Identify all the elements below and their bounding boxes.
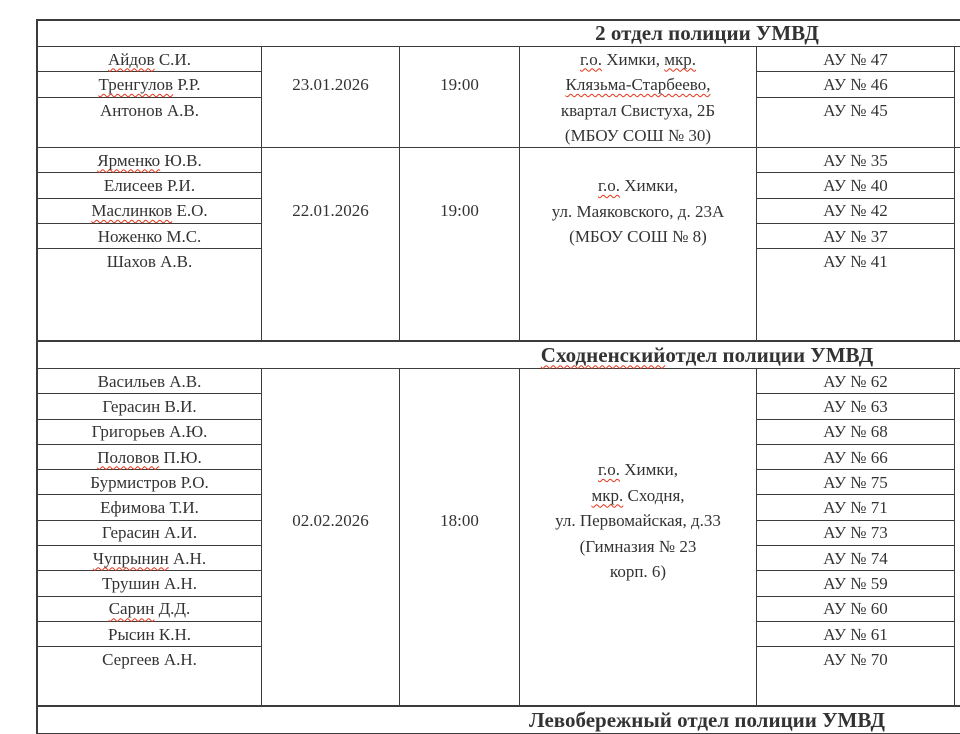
au-number: АУ № 73 xyxy=(823,523,888,543)
location-misspelled-word: г.о. xyxy=(579,49,603,69)
officer-name-misspelled-word: Половов xyxy=(97,447,160,467)
date-value: 23.01.2026 xyxy=(292,74,369,94)
officer-name-text: Е.О. xyxy=(172,201,208,221)
officer-name-misspelled-word: Айдов xyxy=(108,49,155,69)
officer-name-cell xyxy=(38,173,261,198)
officer-name-text: Рысин К.Н. xyxy=(108,624,191,644)
au-number-cell xyxy=(757,647,954,705)
officer-name-cell xyxy=(38,394,261,419)
location-line xyxy=(569,224,707,250)
au-number: АУ № 71 xyxy=(823,498,888,518)
location-misspelled-word: Клязьма-Старбеево, xyxy=(565,75,711,94)
au-number-cell-column xyxy=(757,47,955,147)
officer-name-cell xyxy=(38,199,261,224)
location-text: (Гимназия № 23 xyxy=(579,536,697,556)
date-value: 22.01.2026 xyxy=(292,201,369,221)
officer-name-misspelled-word: Тренгулов xyxy=(98,74,174,94)
time-column xyxy=(400,148,520,340)
officer-name-cell xyxy=(38,647,261,705)
officer-name-text: С.И. xyxy=(154,49,191,69)
location-text: ул. Первомайская, д.33 xyxy=(555,511,721,531)
au-number-cell xyxy=(757,98,954,147)
officer-name-cell xyxy=(38,445,261,470)
section-header-text: отдел полиции УМВД xyxy=(665,342,874,367)
au-number: АУ № 63 xyxy=(823,396,888,416)
section-header-text: 2 отдел полиции УМВД xyxy=(595,21,819,45)
officer-name-text: Трушин А.Н. xyxy=(101,574,198,594)
clipped-extra-column xyxy=(955,148,960,340)
officer-name-cell xyxy=(38,420,261,445)
officer-name-text: Шахов А.В. xyxy=(106,252,193,272)
officer-name-cell xyxy=(38,72,261,97)
au-number-cell xyxy=(757,369,954,394)
officer-name-cell xyxy=(38,98,261,147)
officer-name-text: А.Н. xyxy=(168,548,207,568)
time-cell xyxy=(400,47,519,123)
au-number: АУ № 60 xyxy=(823,599,888,619)
au-number-cell xyxy=(757,173,954,198)
au-number: АУ № 42 xyxy=(823,201,888,221)
location-line xyxy=(552,199,724,225)
au-number-cell xyxy=(757,622,954,647)
au-number: АУ № 61 xyxy=(823,624,888,644)
location-line xyxy=(580,534,697,560)
location-line xyxy=(566,72,711,98)
au-number-cell xyxy=(757,199,954,224)
officer-name-text: Герасин А.И. xyxy=(101,523,198,543)
officer-name-text: Григорьев А.Ю. xyxy=(91,422,208,442)
location-misspelled-word: г.о. xyxy=(597,460,621,480)
location-line xyxy=(561,98,715,124)
location-line xyxy=(598,457,678,483)
officer-name-text: Антонов А.В. xyxy=(99,100,200,120)
au-number-cell xyxy=(757,72,954,97)
au-number-cell xyxy=(757,571,954,596)
au-number: АУ № 74 xyxy=(823,548,888,568)
au-number: АУ № 75 xyxy=(823,472,888,492)
officer-name-text: Сергеев А.Н. xyxy=(102,650,197,670)
officer-name-cell xyxy=(38,47,261,72)
location-misspelled-word: г.о. xyxy=(597,176,621,195)
date-cell xyxy=(262,369,399,673)
au-number: АУ № 35 xyxy=(823,150,888,170)
location-text: Химки, xyxy=(620,460,679,480)
officer-name-cell-column xyxy=(38,148,262,340)
location-text: корп. 6) xyxy=(609,562,667,582)
schedule-group-row xyxy=(38,369,960,707)
au-number: АУ № 66 xyxy=(823,447,888,467)
location-cell xyxy=(520,47,756,148)
officer-name-cell-column xyxy=(38,47,262,147)
officer-name-misspelled-word: Сарин xyxy=(108,599,155,619)
schedule-table xyxy=(36,19,960,734)
au-number: АУ № 45 xyxy=(823,100,888,120)
au-number: АУ № 68 xyxy=(823,422,888,442)
officer-name-text: Ноженко М.С. xyxy=(97,226,202,246)
au-number-cell xyxy=(757,394,954,419)
location-text: ул. Маяковского, д. 23А xyxy=(551,201,725,221)
au-number-cell xyxy=(757,495,954,520)
au-number: АУ № 62 xyxy=(823,371,888,391)
officer-name-cell xyxy=(38,369,261,394)
au-number-cell xyxy=(757,224,954,249)
officer-name-text: Герасин В.И. xyxy=(102,396,197,416)
time-value: 19:00 xyxy=(440,201,479,221)
date-column xyxy=(262,369,400,705)
location-line xyxy=(555,508,721,534)
officer-name-misspelled-word: Чупрынин xyxy=(92,548,169,568)
officer-name-misspelled-word: Маслинков xyxy=(91,201,173,221)
clipped-extra-column xyxy=(955,47,960,147)
officer-name-text: П.Ю. xyxy=(159,447,202,467)
section-header-misspelled-word: Сходненский xyxy=(540,342,666,367)
location-text: квартал Свистуха, 2Б xyxy=(560,100,716,120)
location-text: Химки, xyxy=(602,49,665,69)
officer-name-cell xyxy=(38,495,261,520)
au-number-cell-column xyxy=(757,148,955,340)
au-number: АУ № 47 xyxy=(823,49,888,69)
au-number-cell xyxy=(757,47,954,72)
officer-name-cell xyxy=(38,148,261,173)
location-text: (МБОУ СОШ № 8) xyxy=(569,227,707,246)
au-number: АУ № 70 xyxy=(823,650,888,670)
officer-name-cell xyxy=(38,521,261,546)
officer-name-text: Ю.В. xyxy=(160,150,202,170)
officer-name-text: Елисеев Р.И. xyxy=(103,175,196,195)
section-header xyxy=(38,21,960,47)
location-cell xyxy=(520,369,756,673)
officer-name-text: Васильев А.В. xyxy=(97,371,202,391)
officer-name-cell-column xyxy=(38,369,262,705)
location-misspelled-word: мкр. xyxy=(664,49,697,69)
au-number: АУ № 46 xyxy=(823,74,888,94)
officer-name-text: Д.Д. xyxy=(154,599,191,619)
section-header xyxy=(38,707,960,734)
au-number-cell-column xyxy=(757,369,955,705)
location-column xyxy=(520,148,757,340)
au-number: АУ № 59 xyxy=(823,574,888,594)
time-value: 18:00 xyxy=(440,510,479,530)
officer-name-misspelled-word: Ярменко xyxy=(97,150,161,170)
time-value: 19:00 xyxy=(440,74,479,94)
location-misspelled-word: мкр. xyxy=(591,485,624,505)
au-number-cell xyxy=(757,249,954,340)
location-text: Сходня, xyxy=(623,485,685,505)
clipped-extra-column xyxy=(955,369,960,705)
officer-name-cell xyxy=(38,546,261,571)
au-number: АУ № 41 xyxy=(823,252,888,272)
officer-name-cell xyxy=(38,622,261,647)
time-column xyxy=(400,369,520,705)
au-number-cell xyxy=(757,521,954,546)
date-cell xyxy=(262,47,399,123)
location-text: (МБОУ СОШ № 30) xyxy=(564,126,712,145)
officer-name-cell xyxy=(38,470,261,495)
officer-name-text: Бурмистров Р.О. xyxy=(90,472,209,492)
officer-name-cell xyxy=(38,224,261,249)
location-line xyxy=(598,173,678,199)
officer-name-cell xyxy=(38,571,261,596)
time-cell xyxy=(400,148,519,275)
au-number: АУ № 40 xyxy=(823,175,888,195)
location-line xyxy=(565,123,711,149)
schedule-group-row xyxy=(38,148,960,342)
time-column xyxy=(400,47,520,147)
section-header-text: Левобережный отдел полиции УМВД xyxy=(528,707,885,732)
date-column xyxy=(262,47,400,147)
location-line xyxy=(580,47,696,73)
au-number-cell xyxy=(757,470,954,495)
time-cell xyxy=(400,369,519,673)
officer-name-text: Ефимова Т.И. xyxy=(100,498,199,518)
au-number-cell xyxy=(757,148,954,173)
schedule-group-row xyxy=(38,47,960,148)
location-column xyxy=(520,47,757,147)
au-number-cell xyxy=(757,546,954,571)
officer-name-text: Р.Р. xyxy=(173,74,201,94)
location-line xyxy=(610,559,666,585)
officer-name-cell xyxy=(38,249,261,340)
location-line xyxy=(591,483,684,509)
location-cell xyxy=(520,148,756,275)
date-cell xyxy=(262,148,399,275)
location-text: Химки, xyxy=(620,176,679,195)
section-header xyxy=(38,342,960,369)
officer-name-cell xyxy=(38,597,261,622)
au-number-cell xyxy=(757,597,954,622)
location-column xyxy=(520,369,757,705)
date-value: 02.02.2026 xyxy=(292,510,369,530)
au-number-cell xyxy=(757,445,954,470)
au-number-cell xyxy=(757,420,954,445)
au-number: АУ № 37 xyxy=(823,226,888,246)
date-column xyxy=(262,148,400,340)
